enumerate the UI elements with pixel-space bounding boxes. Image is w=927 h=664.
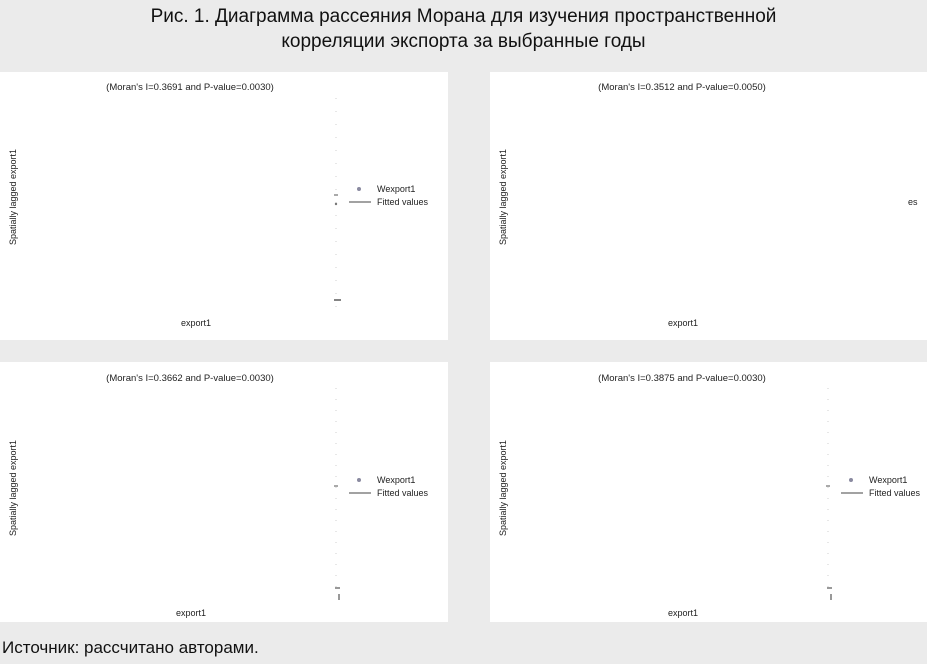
- figure-title-line-1: Рис. 1. Диаграмма рассеяния Морана для изучения пространственной: [150, 6, 777, 27]
- x-axis-label: export1: [180, 318, 212, 328]
- legend-label-wexport: Wexport1: [377, 184, 416, 194]
- moran-plot-2: [490, 72, 927, 340]
- y-axis-label: Spatially lagged export1: [498, 148, 508, 246]
- data-point: [335, 203, 337, 205]
- moran-panel-3: [0, 362, 448, 622]
- figure-title: [0, 4, 927, 54]
- legend-label-wexport: Wexport1: [377, 475, 416, 485]
- panel-title: (Moran's I=0.3691 and P-value=0.0030): [106, 82, 274, 93]
- moran-panel-2: [490, 72, 927, 340]
- source-note: Источник: рассчитано авторами.: [2, 638, 259, 657]
- legend-marker-wexport: [357, 478, 361, 482]
- x-axis-label: export1: [667, 608, 699, 618]
- y-axis-label: Spatially lagged export1: [8, 439, 18, 537]
- moran-plot-3: [0, 362, 448, 622]
- panel-title: (Moran's I=0.3512 and P-value=0.0050): [598, 82, 766, 93]
- x-axis-label: export1: [667, 318, 699, 328]
- legend-label-wexport: Wexport1: [869, 475, 908, 485]
- moran-plot-1: [0, 72, 448, 340]
- figure-title-line-2: корреляции экспорта за выбранные годы: [281, 31, 646, 52]
- moran-panel-4: [490, 362, 927, 622]
- panel-title: (Moran's I=0.3875 and P-value=0.0030): [598, 373, 766, 384]
- legend-label-fitted-clipped: es: [908, 197, 918, 207]
- moran-panel-1: [0, 72, 448, 340]
- x-axis-label: export1: [175, 608, 207, 618]
- y-axis-label: Spatially lagged export1: [8, 148, 18, 246]
- legend-label-fitted: Fitted values: [377, 197, 429, 207]
- y-axis-label: Spatially lagged export1: [498, 439, 508, 537]
- moran-plot-4: [490, 362, 927, 622]
- legend-label-fitted: Fitted values: [377, 488, 429, 498]
- legend-marker-wexport: [849, 478, 853, 482]
- legend-marker-wexport: [357, 187, 361, 191]
- legend-label-fitted: Fitted values: [869, 488, 921, 498]
- panel-title: (Moran's I=0.3662 and P-value=0.0030): [106, 373, 274, 384]
